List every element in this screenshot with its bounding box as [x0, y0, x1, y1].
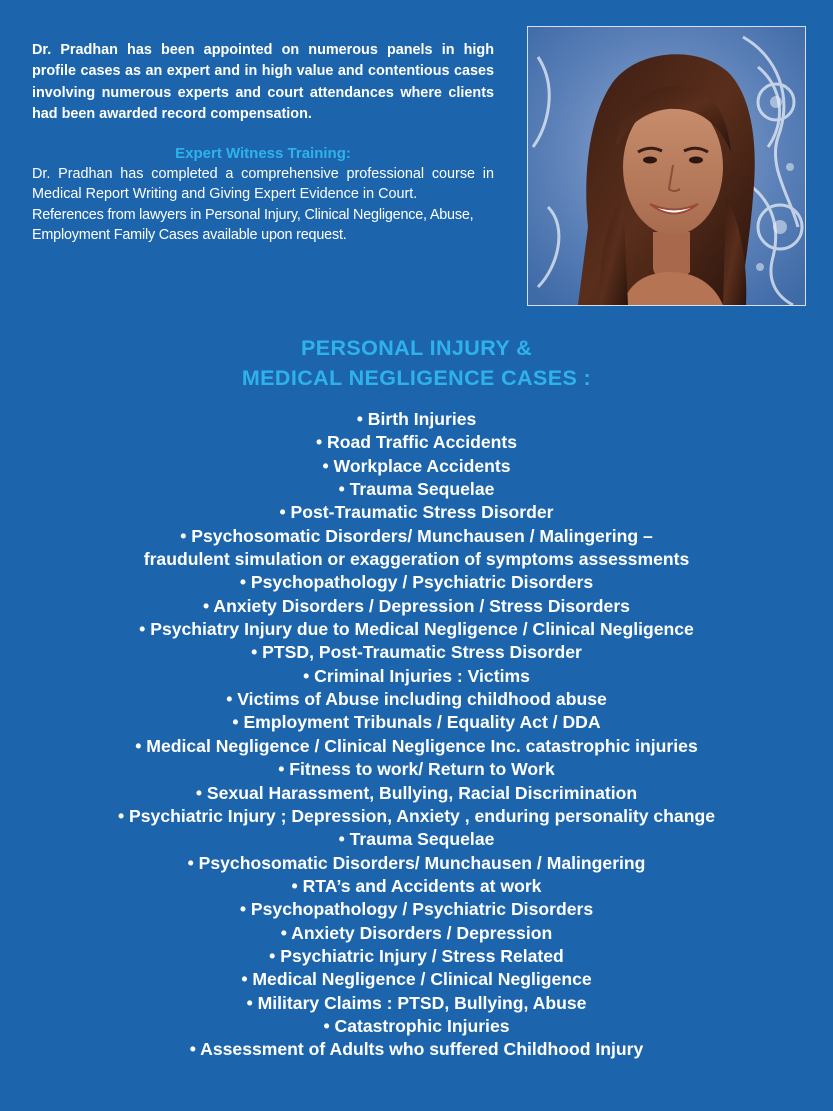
list-item: • Military Claims : PTSD, Bullying, Abuse [246, 992, 587, 1013]
list-item: fraudulent simulation or exaggeration of symptoms assessments [143, 549, 690, 570]
list-item: • Psychiatric Injury ; Depression, Anxiety , enduring personality change [117, 805, 715, 826]
list-item: • Sexual Harassment, Bullying, Racial Discrimination [195, 782, 638, 803]
list-item: • Fitness to work/ Return to Work [278, 759, 555, 780]
list-item: • Medical Negligence / Clinical Negligence Inc. catastrophic injuries [135, 735, 698, 756]
profile-photo [527, 26, 806, 306]
list-item: • Psychopathology / Psychiatric Disorders [239, 899, 594, 920]
training-heading: Expert Witness Training: [175, 144, 351, 162]
references-paragraph: References from lawyers in Personal Injury, Clinical Negligence, Abuse, Employment Family Cases available upon request. [32, 206, 474, 244]
list-item: • Psychiatric Injury / Stress Related [269, 945, 564, 966]
portrait-illustration [528, 27, 805, 305]
list-item: • Road Traffic Accidents [315, 432, 518, 453]
list-item: • Trauma Sequelae [338, 479, 495, 500]
list-item: • PTSD, Post-Traumatic Stress Disorder [251, 642, 582, 663]
list-item: • Workplace Accidents [322, 455, 511, 476]
intro-paragraph: Dr. Pradhan has been appointed on numerous panels in high profile cases as an expert and in high value and contentious cases involving numerous experts and court attendances where clients had been awarded record compensation. [32, 42, 494, 123]
list-item: • Anxiety Disorders / Depression [280, 922, 553, 943]
list-item: • Post-Traumatic Stress Disorder [279, 502, 554, 523]
list-item: • Psychopathology / Psychiatric Disorders [239, 572, 594, 593]
list-item: • Trauma Sequelae [338, 829, 495, 850]
cases-title-line-2: MEDICAL NEGLIGENCE CASES : [241, 365, 592, 390]
list-item: • Psychosomatic Disorders/ Munchausen / Malingering – [180, 525, 653, 546]
list-item: • Victims of Abuse including childhood abuse [226, 689, 607, 710]
list-item: • Catastrophic Injuries [323, 1015, 510, 1036]
list-item: • Employment Tribunals / Equality Act / DDA [232, 712, 601, 733]
list-item: • Psychosomatic Disorders/ Munchausen / Malingering [187, 852, 646, 873]
intro-section [32, 40, 494, 246]
list-item: • Anxiety Disorders / Depression / Stress Disorders [203, 595, 630, 616]
cases-title-line-1: PERSONAL INJURY & [300, 336, 532, 360]
list-item: • Assessment of Adults who suffered Childhood Injury [189, 1039, 644, 1060]
cases-title [0, 334, 833, 393]
list-item: • Birth Injuries [356, 409, 477, 429]
list-item: • RTA’s and Accidents at work [291, 875, 542, 896]
list-item: • Criminal Injuries : Victims [303, 665, 530, 686]
training-paragraph: Dr. Pradhan has completed a comprehensive professional course in Medical Report Writing and Giving Expert Evidence in Court. [32, 165, 494, 203]
list-item: • Medical Negligence / Clinical Negligence [241, 969, 592, 990]
list-item: • Psychiatry Injury due to Medical Negligence / Clinical Negligence [139, 619, 694, 640]
cases-list [0, 408, 833, 1062]
